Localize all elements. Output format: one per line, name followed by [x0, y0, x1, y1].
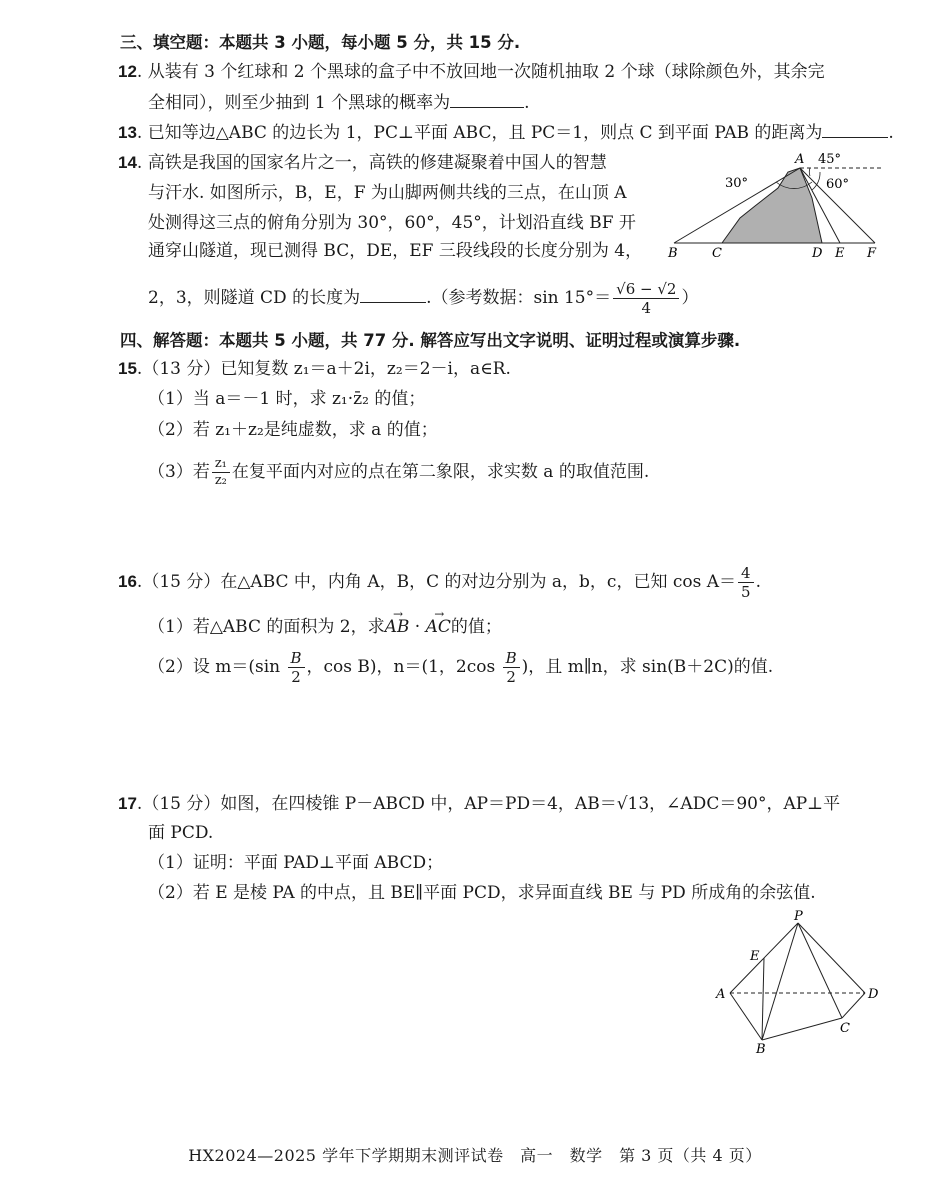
- question-17-part-1: （1）证明：平面 PAD⊥平面 ABCD；: [148, 853, 444, 873]
- question-16-part-2-a: （2）设 m＝(sin: [148, 657, 286, 677]
- question-17-line-2: 面 PCD.: [148, 823, 214, 843]
- question-14-reference-label: .（参考数据：sin 15°＝: [426, 288, 612, 308]
- question-15-part-3-post: 在复平面内对应的点在第二象限，求实数 a 的取值范围.: [231, 462, 650, 482]
- label-B: B: [756, 1042, 766, 1057]
- label-E: E: [835, 246, 845, 260]
- question-14-line-1: [118, 152, 607, 174]
- question-14-line-4: 通穿山隧道，现已测得 BC，DE，EF 三段线段的长度分别为 4，: [148, 241, 643, 261]
- question-12-text-2: 全相同），则至少抽到 1 个黑球的概率为: [148, 93, 451, 113]
- z2-denominator: z₂: [214, 473, 227, 488]
- label-A: A: [795, 152, 805, 167]
- label-E: E: [750, 949, 760, 964]
- question-12-text-1: . 从装有 3 个红球和 2 个黑球的盒子中不放回地一次随机抽取 2 个球（球除颜色外，其余完: [136, 62, 825, 82]
- question-17-number: 17: [118, 794, 137, 813]
- edge-PD: [798, 923, 865, 993]
- label-A: A: [716, 987, 726, 1002]
- question-16-part-1: [148, 616, 502, 638]
- question-16-part-1-pre: （1）若△ABC 的面积为 2，求: [148, 617, 385, 637]
- question-15-part-3: [148, 452, 649, 492]
- question-14-number: 14: [118, 153, 137, 172]
- question-16-stem-end: .: [755, 572, 761, 592]
- fraction-2-denominator: 2: [506, 668, 516, 686]
- label-B: B: [668, 246, 678, 260]
- section-4-heading: 四、解答题：本题共 5 小题，共 77 分. 解答应写出文字说明、证明过程或演算步骤.: [120, 331, 741, 350]
- question-14-text-1: . 高铁是我国的国家名片之一，高铁的修建凝聚着中国人的智慧: [136, 153, 607, 173]
- label-60: 60°: [826, 177, 850, 192]
- question-16-part-2-b: ，cos B)，n＝(1，2cos: [306, 657, 501, 677]
- question-14-close-paren: ）: [681, 288, 699, 308]
- question-16-part-2-c: )，且 m∥n，求 sin(B＋2C)的值.: [521, 657, 774, 677]
- question-13-number: 13: [118, 123, 137, 142]
- question-14-text-5: 2，3，则隧道 CD 的长度为: [148, 288, 361, 308]
- b-over-2-fraction-1: [288, 649, 305, 686]
- pyramid-figure: [710, 908, 890, 1058]
- question-15-part-2: （2）若 z₁＋z₂是纯虚数，求 a 的值；: [148, 420, 438, 440]
- vector-AB: AB →: [385, 616, 410, 638]
- section-3-heading: 三、填空题：本题共 3 小题，每小题 5 分，共 15 分.: [120, 33, 521, 52]
- segment-BE: [762, 958, 764, 1040]
- edge-PC: [798, 923, 842, 1018]
- question-16-stem: [118, 562, 761, 602]
- question-14-line-3: 处测得这三点的俯角分别为 30°，60°，45°，计划沿直线 BF 开: [148, 213, 636, 233]
- cos-a-numerator: 4: [738, 564, 754, 583]
- question-15-number: 15: [118, 359, 137, 378]
- question-16-part-2: [148, 647, 773, 687]
- cos-a-fraction: [738, 564, 754, 601]
- answer-blank-13: [822, 121, 888, 138]
- edge-AB: [730, 993, 762, 1040]
- question-14-line-5: [148, 278, 698, 318]
- page-footer: HX2024—2025 学年下学期期末测评试卷 高一 数学 第 3 页（共 4 页）: [188, 1146, 762, 1165]
- question-13-line: 13. 已知等边△ABC 的边长为 1，PC⊥平面 ABC，且 PC＝1，则点 C 到平面 PAB 的距离为 .: [118, 123, 894, 143]
- sin15-numerator: √6 − √2: [613, 280, 679, 299]
- question-16-number: 16: [118, 572, 137, 591]
- question-15-part-3-pre: （3）若: [148, 462, 210, 482]
- question-12-line-2: 全相同），则至少抽到 1 个黑球的概率为 .: [148, 93, 530, 113]
- label-C: C: [840, 1021, 850, 1036]
- question-17-text-1: .（15 分）如图，在四棱锥 P－ABCD 中，AP＝PD＝4，AB＝√13，∠ADC＝90°，AP⊥平: [136, 794, 841, 814]
- fraction-2-numerator: B: [503, 649, 520, 668]
- question-17-part-2: （2）若 E 是棱 PA 的中点，且 BE∥平面 PCD，求异面直线 BE 与 PD 所成角的余弦值.: [148, 883, 816, 903]
- question-15-stem-text: .（13 分）已知复数 z₁＝a＋2i，z₂＝2－i，a∈R.: [136, 359, 511, 379]
- tunnel-figure: [660, 148, 890, 260]
- label-C: C: [712, 246, 722, 260]
- question-12-line-1: [118, 61, 825, 83]
- question-16-stem-text: .（15 分）在△ABC 中，内角 A，B，C 的对边分别为 a，b，c，已知 cos A＝: [136, 572, 737, 592]
- cos-a-denominator: 5: [741, 583, 751, 601]
- fraction-1-numerator: B: [288, 649, 305, 668]
- question-14-line-2: 与汗水. 如图所示，B，E，F 为山脚两侧共线的三点，在山顶 A: [148, 183, 627, 203]
- edge-PB: [762, 923, 798, 1040]
- edge-BC: [762, 1018, 842, 1040]
- label-D: D: [868, 987, 879, 1002]
- label-F: F: [867, 246, 877, 260]
- label-D: D: [812, 246, 823, 260]
- question-17-line-1: [118, 793, 840, 815]
- sin15-denominator: 4: [641, 299, 652, 317]
- z1-over-z2-fraction: [212, 456, 230, 489]
- z1-numerator: z₁: [212, 456, 230, 473]
- question-16-part-1-post: 的值；: [450, 617, 502, 637]
- angle-arc-45: [809, 168, 810, 176]
- vector-AC: AC →: [426, 616, 451, 638]
- fraction-1-denominator: 2: [291, 668, 301, 686]
- label-45: 45°: [818, 152, 842, 167]
- answer-blank-12: [450, 91, 524, 108]
- answer-blank-14: [360, 286, 426, 303]
- question-15-part-1: （1）当 a＝－1 时，求 z₁·z̄₂ 的值；: [148, 389, 426, 409]
- label-P: P: [794, 909, 803, 924]
- question-13-text: . 已知等边△ABC 的边长为 1，PC⊥平面 ABC，且 PC＝1，则点 C 到平面 PAB 的距离为: [136, 123, 823, 143]
- b-over-2-fraction-2: [503, 649, 520, 686]
- question-12-number: 12: [118, 62, 137, 81]
- sin15-fraction: [613, 280, 679, 317]
- dot-operator: ·: [409, 617, 426, 637]
- question-15-stem: [118, 358, 511, 380]
- label-30: 30°: [725, 176, 749, 191]
- edge-CD: [842, 993, 865, 1018]
